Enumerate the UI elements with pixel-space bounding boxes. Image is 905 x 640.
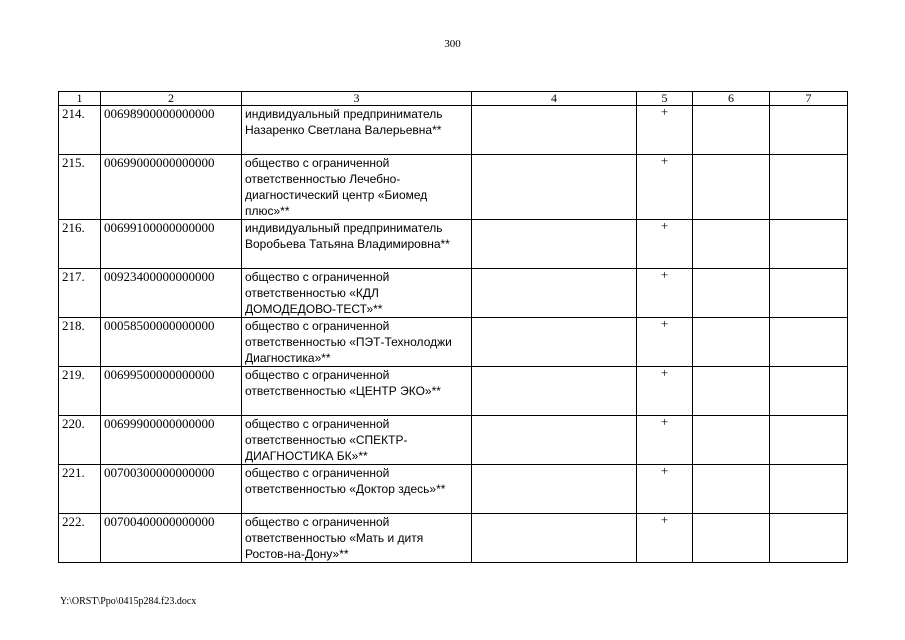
column-7-cell xyxy=(770,220,848,269)
column-5-mark: + xyxy=(637,465,693,514)
column-6-cell xyxy=(693,220,770,269)
column-4-cell xyxy=(472,155,637,220)
column-header-4: 4 xyxy=(472,92,637,106)
column-5-mark: + xyxy=(637,155,693,220)
registry-code: 00923400000000000 xyxy=(101,269,242,318)
column-5-mark: + xyxy=(637,367,693,416)
organization-name: общество с ограниченной ответственностью «Доктор здесь»** xyxy=(242,465,472,514)
column-7-cell xyxy=(770,465,848,514)
column-5-mark: + xyxy=(637,220,693,269)
organization-name: индивидуальный предприниматель Воробьева Татьяна Владимировна** xyxy=(242,220,472,269)
column-6-cell xyxy=(693,465,770,514)
column-5-mark: + xyxy=(637,416,693,465)
registry-code: 00058500000000000 xyxy=(101,318,242,367)
column-header-6: 6 xyxy=(693,92,770,106)
table-row xyxy=(59,367,848,416)
column-4-cell xyxy=(472,416,637,465)
organization-name: общество с ограниченной ответственностью «Мать и дитя Ростов-на-Дону»** xyxy=(242,514,472,563)
column-5-mark: + xyxy=(637,269,693,318)
column-7-cell xyxy=(770,367,848,416)
row-number: 214. xyxy=(59,106,101,155)
row-number: 222. xyxy=(59,514,101,563)
table-row xyxy=(59,318,848,367)
row-number: 221. xyxy=(59,465,101,514)
column-6-cell xyxy=(693,318,770,367)
organization-name: общество с ограниченной ответственностью «ПЭТ-Технолоджи Диагностика»** xyxy=(242,318,472,367)
table-row xyxy=(59,155,848,220)
document-file-path: Y:\ORST\Ppo\0415p284.f23.docx xyxy=(60,596,197,607)
column-7-cell xyxy=(770,269,848,318)
column-6-cell xyxy=(693,514,770,563)
registry-code: 00699000000000000 xyxy=(101,155,242,220)
column-4-cell xyxy=(472,367,637,416)
registry-code: 00700400000000000 xyxy=(101,514,242,563)
column-7-cell xyxy=(770,106,848,155)
column-7-cell xyxy=(770,155,848,220)
table-row xyxy=(59,465,848,514)
header-row xyxy=(59,92,848,106)
organization-name: общество с ограниченной ответственностью «ЦЕНТР ЭКО»** xyxy=(242,367,472,416)
column-5-mark: + xyxy=(637,106,693,155)
row-number: 220. xyxy=(59,416,101,465)
registry-code: 00699900000000000 xyxy=(101,416,242,465)
page-number: 300 xyxy=(444,38,461,50)
table-row xyxy=(59,514,848,563)
registry-table xyxy=(58,91,848,563)
column-4-cell xyxy=(472,220,637,269)
column-4-cell xyxy=(472,465,637,514)
column-6-cell xyxy=(693,367,770,416)
registry-code: 00699500000000000 xyxy=(101,367,242,416)
column-header-7: 7 xyxy=(770,92,848,106)
row-number: 216. xyxy=(59,220,101,269)
column-5-mark: + xyxy=(637,514,693,563)
registry-code: 00700300000000000 xyxy=(101,465,242,514)
organization-name: общество с ограниченной ответственностью «СПЕКТР-ДИАГНОСТИКА БК»** xyxy=(242,416,472,465)
column-7-cell xyxy=(770,416,848,465)
column-header-5: 5 xyxy=(637,92,693,106)
column-6-cell xyxy=(693,155,770,220)
column-6-cell xyxy=(693,416,770,465)
column-4-cell xyxy=(472,514,637,563)
column-header-1: 1 xyxy=(59,92,101,106)
row-number: 217. xyxy=(59,269,101,318)
column-4-cell xyxy=(472,318,637,367)
table-row xyxy=(59,269,848,318)
organization-name: индивидуальный предприниматель Назаренко Светлана Валерьевна** xyxy=(242,106,472,155)
column-7-cell xyxy=(770,318,848,367)
column-header-2: 2 xyxy=(101,92,242,106)
column-6-cell xyxy=(693,269,770,318)
column-header-3: 3 xyxy=(242,92,472,106)
row-number: 218. xyxy=(59,318,101,367)
column-7-cell xyxy=(770,514,848,563)
organization-name: общество с ограниченной ответственностью «КДЛ ДОМОДЕДОВО-ТЕСТ»** xyxy=(242,269,472,318)
registry-code: 00699100000000000 xyxy=(101,220,242,269)
column-5-mark: + xyxy=(637,318,693,367)
column-4-cell xyxy=(472,106,637,155)
table-row xyxy=(59,220,848,269)
row-number: 215. xyxy=(59,155,101,220)
table-row xyxy=(59,416,848,465)
column-6-cell xyxy=(693,106,770,155)
registry-code: 00698900000000000 xyxy=(101,106,242,155)
column-4-cell xyxy=(472,269,637,318)
row-number: 219. xyxy=(59,367,101,416)
organization-name: общество с ограниченной ответственностью Лечебно-диагностический центр «Биомед плюс»** xyxy=(242,155,472,220)
table-row xyxy=(59,106,848,155)
